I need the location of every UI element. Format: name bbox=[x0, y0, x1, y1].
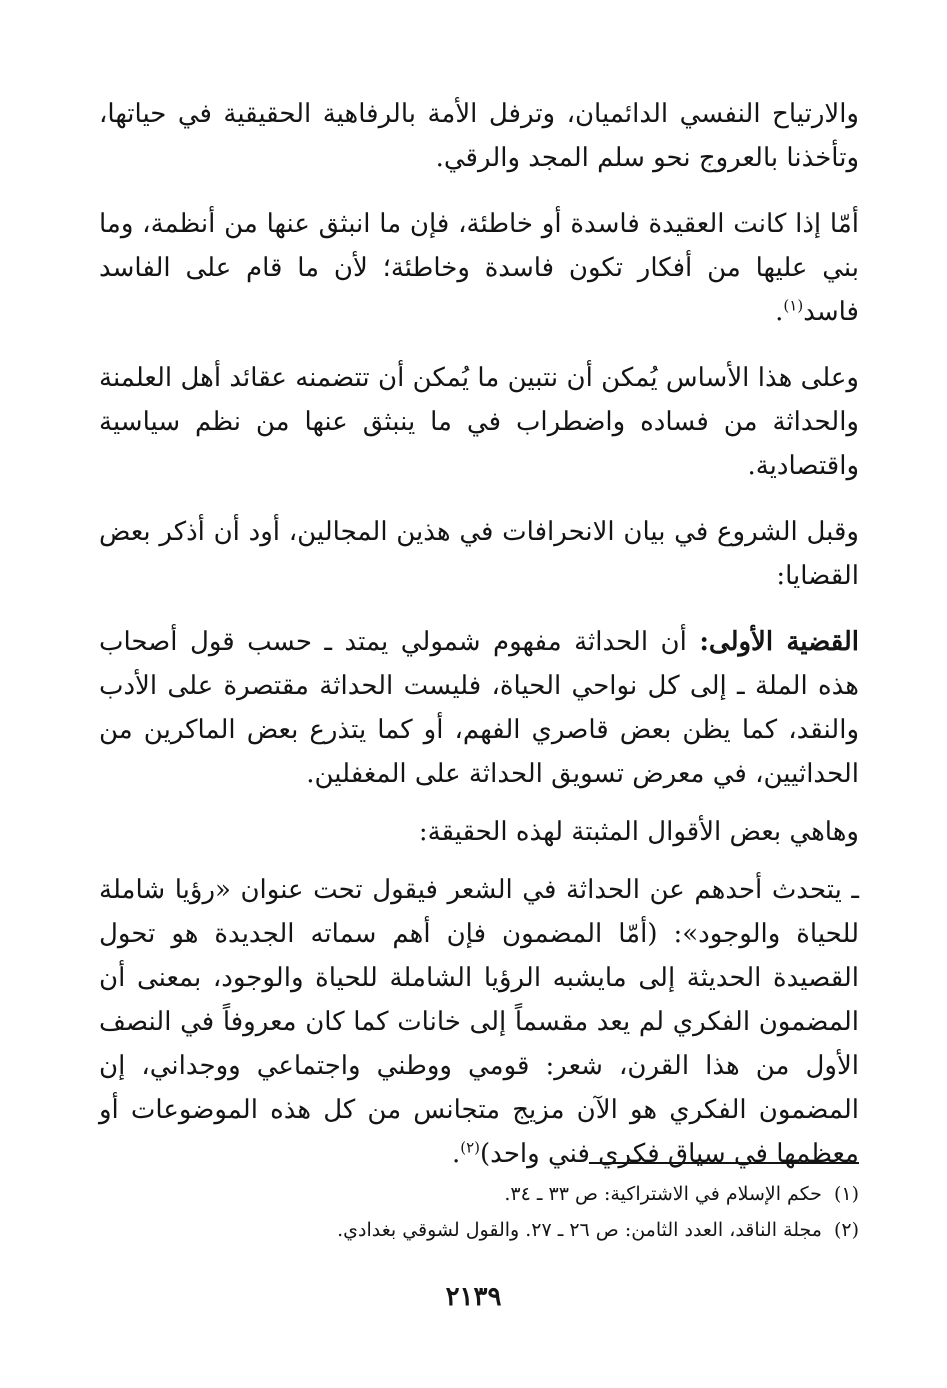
paragraph bbox=[99, 202, 859, 334]
footnote-text: حكم الإسلام في الاشتراكية: ص ٣٣ ـ ٣٤. bbox=[504, 1183, 822, 1205]
paragraph-tail: . bbox=[775, 297, 784, 327]
footnote-text: مجلة الناقد، العدد الثامن: ص ٢٦ ـ ٢٧. والقول لشوقي بغدادي. bbox=[337, 1219, 822, 1241]
paragraph-text: وهاهي بعض الأقوال المثبتة لهذه الحقيقة: bbox=[418, 817, 859, 847]
footnote-reference[interactable]: (١) bbox=[783, 296, 804, 315]
paragraph bbox=[99, 510, 859, 598]
footnotes-section bbox=[99, 1162, 859, 1248]
footnote-reference[interactable]: (٢) bbox=[460, 1138, 481, 1157]
paragraph-text: أن الحداثة مفهوم شمولي يمتد ـ حسب قول أصحاب هذه الملة ـ إلى كل نواحي الحياة، فليست الحداثة مقتصرة على الأدب والنقد، كما يظن بعض قاصري الفهم، أو كما يتذرع بعض الماكرين من الحداثيين، في معرض تسويق الحداثة على المغفلين. bbox=[99, 627, 859, 789]
footnote-number: (٢) bbox=[833, 1219, 859, 1241]
footnote bbox=[99, 1212, 859, 1248]
paragraph-text: وعلى هذا الأساس يُمكن أن نتبين ما يُمكن أن تتضمنه عقائد أهل العلمنة والحداثة من فساده واضطراب في ما ينبثق عنها من نظم سياسية واقتصادية. bbox=[99, 363, 859, 481]
paragraph bbox=[99, 92, 859, 180]
paragraph-tail: . bbox=[451, 1139, 461, 1169]
footnote-divider bbox=[589, 1162, 859, 1164]
page-body bbox=[99, 92, 859, 1198]
paragraph-text: وقبل الشروع في بيان الانحرافات في هذين المجالين، أود أن أذكر بعض القضايا: bbox=[99, 517, 859, 591]
paragraph bbox=[99, 620, 859, 796]
footnote-number: (١) bbox=[833, 1183, 859, 1205]
page-number: ٢١٣٩ bbox=[445, 1282, 502, 1312]
footnote bbox=[99, 1176, 859, 1212]
paragraph bbox=[99, 356, 859, 488]
paragraph bbox=[99, 810, 859, 854]
issue-heading: القضية الأولى: bbox=[699, 627, 859, 657]
paragraph-text: والارتياح النفسي الدائميان، وترفل الأمة بالرفاهية الحقيقية في حياتها، وتأخذنا بالعروج نحو سلم المجد والرقي. bbox=[99, 99, 859, 173]
paragraph-text: أمّا إذا كانت العقيدة فاسدة أو خاطئة، فإن ما انبثق عنها من أنظمة، وما بني عليها من أفكار تكون فاسدة وخاطئة؛ لأن ما قام على الفاسد فاسد bbox=[99, 209, 859, 327]
paragraph-text: ـ يتحدث أحدهم عن الحداثة في الشعر فيقول تحت عنوان «رؤيا شاملة للحياة والوجود»: (أمّا المضمون فإن أهم سماته الجديدة هو تحول القصيدة الحديثة إلى مايشبه الرؤيا الشاملة للحياة والوجود، بمعنى أن المضمون الفكري لم يعد مقسماً إلى خانات كما كان معروفاً في النصف الأول من هذا القرن، شعر: قومي ووطني واجتماعي ووجداني، إن المضمون الفكري هو الآن مزيج متجانس من كل هذه الموضوعات أو معظمها في سياق فكري فني واحد) bbox=[99, 875, 859, 1169]
paragraph bbox=[99, 868, 859, 1176]
